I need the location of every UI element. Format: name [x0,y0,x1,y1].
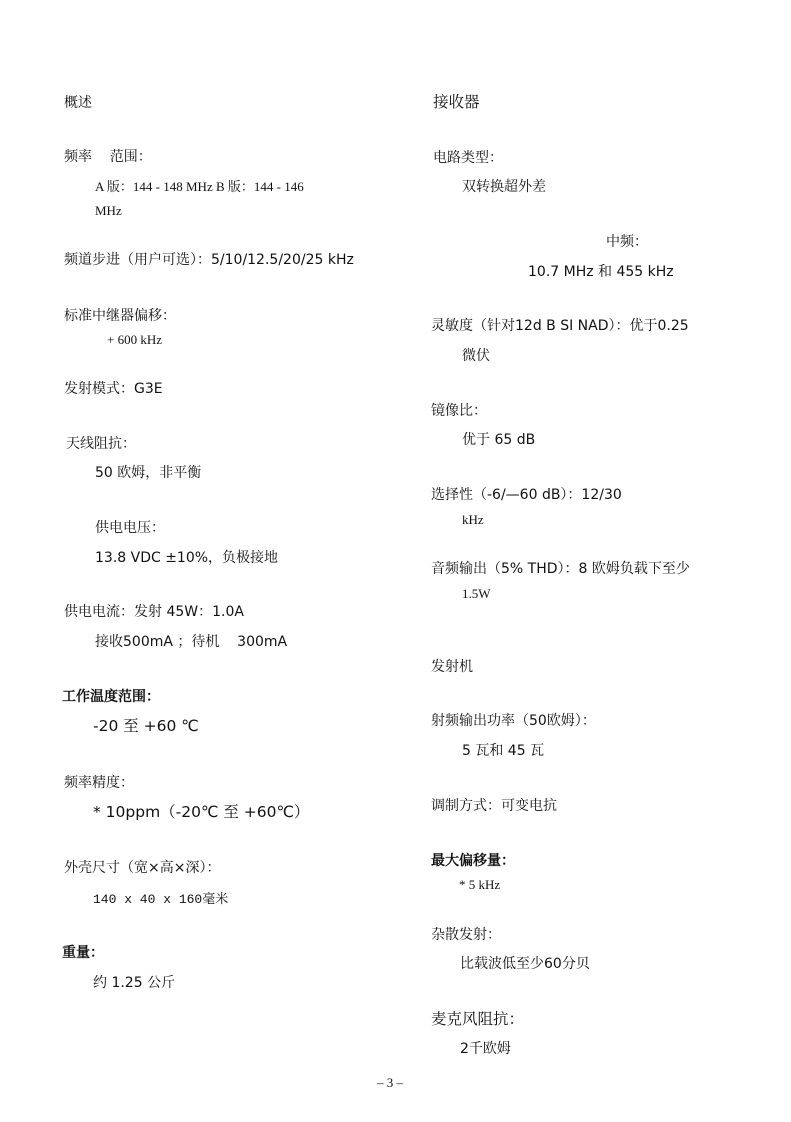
dimensions-label: 外壳尺寸（宽×高×深）： [64,860,221,876]
frequency-accuracy-label: 频率精度： [64,775,134,791]
antenna-impedance-label: 天线阻抗： [66,436,136,452]
weight-value: 约 1.25 公斤 [93,975,176,991]
weight-label: 重量： [62,945,104,961]
audio-output-line1: 音频输出（5% THD）：8 欧姆负载下至少 [431,561,690,577]
page-number: – 3 – [377,1075,403,1090]
mic-impedance-label: 麦克风阻抗： [431,1010,525,1028]
circuit-type-label: 电路类型： [433,150,503,166]
max-deviation-label: 最大偏移量： [431,853,515,869]
antenna-impedance-value: 50 欧姆，非平衡 [95,465,202,481]
supply-current-line2: 接收500mA ；待机 300mA [95,634,288,650]
max-deviation-value: * 5 kHz [459,877,501,892]
repeater-offset-label: 标准中继器偏移： [64,308,176,324]
emission-mode: 发射模式：G3E [64,381,163,397]
circuit-type-value: 双转换超外差 [462,179,546,195]
mic-impedance-value: 2千欧姆 [460,1041,511,1057]
supply-voltage-label: 供电电压： [95,520,165,536]
transmitter-title: 发射机 [431,659,473,675]
sensitivity-line1: 灵敏度（针对12d B SI NAD）：优于0.25 [431,318,689,334]
image-ratio-label: 镜像比： [431,403,487,419]
rf-output-label: 射频输出功率（50欧姆）： [431,713,596,729]
rf-output-value: 5 瓦和 45 瓦 [462,743,545,759]
image-ratio-value: 优于 65 dB [462,432,536,448]
sensitivity-line2: 微伏 [462,348,490,364]
receiver-title: 接收器 [433,93,480,111]
frequency-accuracy-value: * 10ppm（-20℃ 至 +60℃） [93,803,310,821]
selectivity-line1: 选择性（-6/—60 dB）：12/30 [431,487,622,503]
repeater-offset-value: + 600 kHz [107,332,162,347]
spurious-emission-label: 杂散发射： [431,927,501,943]
if-label: 中频： [606,234,648,250]
if-value: 10.7 MHz 和 455 kHz [528,264,674,280]
operating-temperature-label: 工作温度范围： [62,689,160,705]
audio-output-line2: 1.5W [462,586,491,601]
operating-temperature-value: -20 至 +60 ℃ [93,717,199,735]
modulation-mode: 调制方式：可变电抗 [431,798,557,814]
channel-step: 频道步进（用户可选）：5/10/12.5/20/25 kHz [64,252,354,268]
overview-title: 概述 [64,95,92,111]
supply-voltage-value: 13.8 VDC ±10%，负极接地 [95,550,279,566]
dimensions-value: 140 x 40 x 160毫米 [93,892,229,907]
supply-current-line1: 供电电流：发射 45W：1.0A [64,604,244,620]
spurious-emission-value: 比载波低至少60分贝 [460,956,590,972]
selectivity-line2: kHz [462,512,484,527]
frequency-range-value: A 版：144 - 148 MHz B 版：144 - 146 [95,179,304,194]
frequency-range-value-cont: MHz [95,203,122,218]
frequency-range-label: 频率 范围： [64,149,152,165]
